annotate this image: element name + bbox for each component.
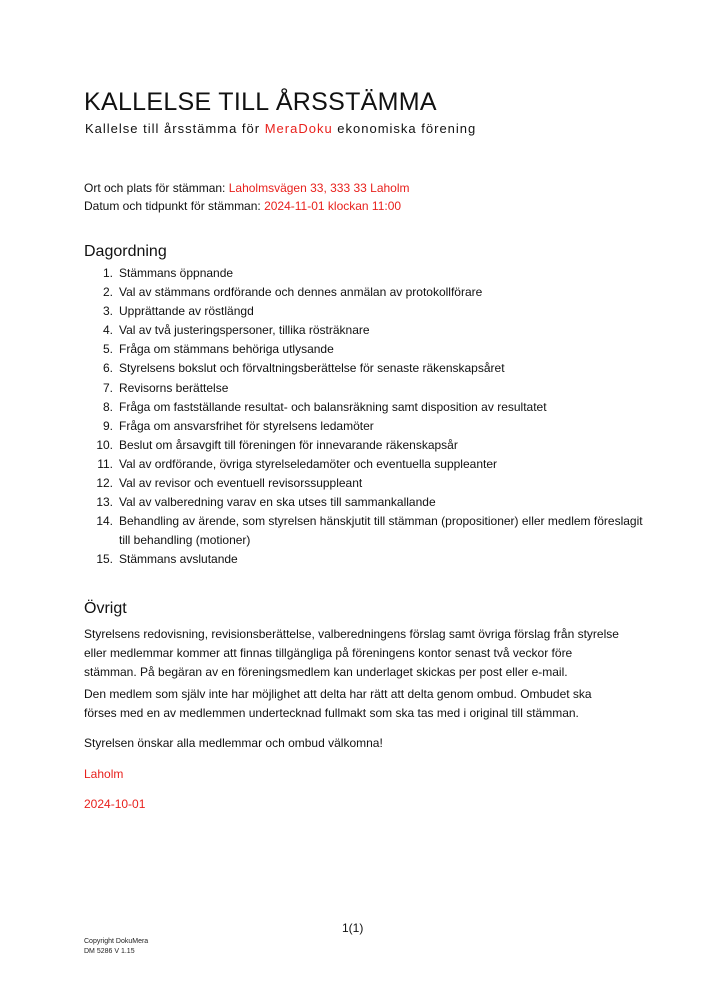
agenda-item-text: Val av stämmans ordförande och dennes anmälan av protokollförare xyxy=(119,285,483,300)
signature-date: 2024-10-01 xyxy=(84,797,146,811)
agenda-item xyxy=(84,321,644,340)
agenda-item-text: Fråga om fastställande resultat- och balansräkning samt disposition av resultatet xyxy=(119,399,547,414)
agenda-item-number: 14. xyxy=(96,514,113,529)
meeting-info xyxy=(84,179,410,215)
agenda-item xyxy=(84,493,644,512)
other-paragraph-documents: Styrelsens redovisning, revisionsberättelse, valberedningens förslag samt övriga förslag från styrelse eller medlemmar kommer att finnas tillgängliga på föreningens kontor senast två veckor före stämman. På begäran av en föreningsmedlem kan underlaget skickas per post eller e-mail. xyxy=(84,627,619,679)
agenda-item-text: Upprättande av röstlängd xyxy=(119,304,254,319)
agenda-item xyxy=(84,359,644,378)
agenda-item-text: Stämmans avslutande xyxy=(119,552,238,567)
other-heading: Övrigt xyxy=(84,600,127,617)
agenda-list xyxy=(84,264,644,570)
subtitle-prefix: Kallelse till årsstämma för xyxy=(85,121,265,136)
agenda-item-number: 10. xyxy=(96,437,113,452)
agenda-item-text: Styrelsens bokslut och förvaltningsberättelse för senaste räkenskapsåret xyxy=(119,361,505,376)
meeting-datetime-line xyxy=(84,197,410,215)
document-title: KALLELSE TILL ÅRSSTÄMMA xyxy=(84,88,437,116)
meeting-place-label: Ort och plats för stämman: xyxy=(84,181,229,195)
other-paragraph-welcome: Styrelsen önskar alla medlemmar och ombud välkomna! xyxy=(84,736,383,750)
agenda-item-text: Stämmans öppnande xyxy=(119,266,234,280)
agenda-item-text: Fråga om ansvarsfrihet för styrelsens ledamöter xyxy=(119,418,374,433)
subtitle-suffix: ekonomiska förening xyxy=(332,121,477,136)
agenda-item xyxy=(84,283,644,302)
agenda-item xyxy=(84,264,644,283)
agenda-item xyxy=(84,417,644,436)
agenda-item xyxy=(84,512,644,550)
page-number: 1(1) xyxy=(342,921,364,935)
agenda-item-number: 6. xyxy=(102,361,113,376)
agenda-item-text: Behandling av ärende, som styrelsen hänskjutit till stämman (propositioner) eller medlem föreslagit till behandling (motioner) xyxy=(119,514,643,548)
agenda-item xyxy=(84,302,644,321)
agenda-item-number: 11. xyxy=(97,456,113,471)
agenda-item xyxy=(84,550,644,569)
agenda-item-text: Val av revisor och eventuell revisorssuppleant xyxy=(119,476,363,491)
agenda-heading: Dagordning xyxy=(84,243,167,260)
agenda-item-number: 12. xyxy=(96,476,113,491)
agenda-item-text: Fråga om stämmans behöriga utlysande xyxy=(119,342,334,357)
agenda-item-number: 3. xyxy=(102,304,113,319)
agenda-item-number: 1. xyxy=(102,266,113,280)
agenda-item-number: 5. xyxy=(102,342,113,357)
agenda-item-number: 9. xyxy=(102,418,113,433)
agenda-item xyxy=(84,474,644,493)
agenda-item xyxy=(84,436,644,455)
copyright-text: Copyright DokuMera xyxy=(84,938,149,945)
agenda-item-number: 4. xyxy=(102,323,113,338)
agenda-item-number: 15. xyxy=(96,552,113,567)
organization-name: MeraDoku xyxy=(264,121,333,136)
agenda-item-text: Val av två justeringspersoner, tillika rösträknare xyxy=(119,323,370,338)
agenda-item-text: Beslut om årsavgift till föreningen för innevarande räkenskapsår xyxy=(119,437,458,452)
agenda-item-number: 13. xyxy=(96,495,113,510)
agenda-item-number: 8. xyxy=(102,399,113,414)
meeting-datetime-label: Datum och tidpunkt för stämman: xyxy=(84,199,265,213)
agenda-item-number: 2. xyxy=(102,285,113,300)
other-paragraph-proxy: Den medlem som själv inte har möjlighet att delta har rätt att delta genom ombud. Ombudet ska förses med en av medlemmen undertecknad fullmakt som ska tas med i original till stämman. xyxy=(84,687,592,720)
agenda-item xyxy=(84,340,644,359)
signature-place: Laholm xyxy=(84,767,124,781)
agenda-item xyxy=(84,379,644,398)
document-version: DM 5286 V 1.15 xyxy=(84,947,135,955)
agenda-item xyxy=(84,455,644,474)
footer xyxy=(84,937,148,956)
document-subtitle xyxy=(85,120,476,138)
agenda-item-text: Val av ordförande, övriga styrelseledamöter och eventuella suppleanter xyxy=(119,456,497,471)
agenda-item-number: 7. xyxy=(102,380,113,395)
agenda-item-text: Val av valberedning varav en ska utses till sammankallande xyxy=(119,495,436,510)
meeting-place-value: Laholmsvägen 33, 333 33 Laholm xyxy=(228,181,410,195)
agenda-item xyxy=(84,398,644,417)
meeting-place-line xyxy=(84,179,410,197)
agenda-item-text: Revisorns berättelse xyxy=(119,380,229,395)
meeting-datetime-value: 2024-11-01 klockan 11:00 xyxy=(264,199,402,213)
